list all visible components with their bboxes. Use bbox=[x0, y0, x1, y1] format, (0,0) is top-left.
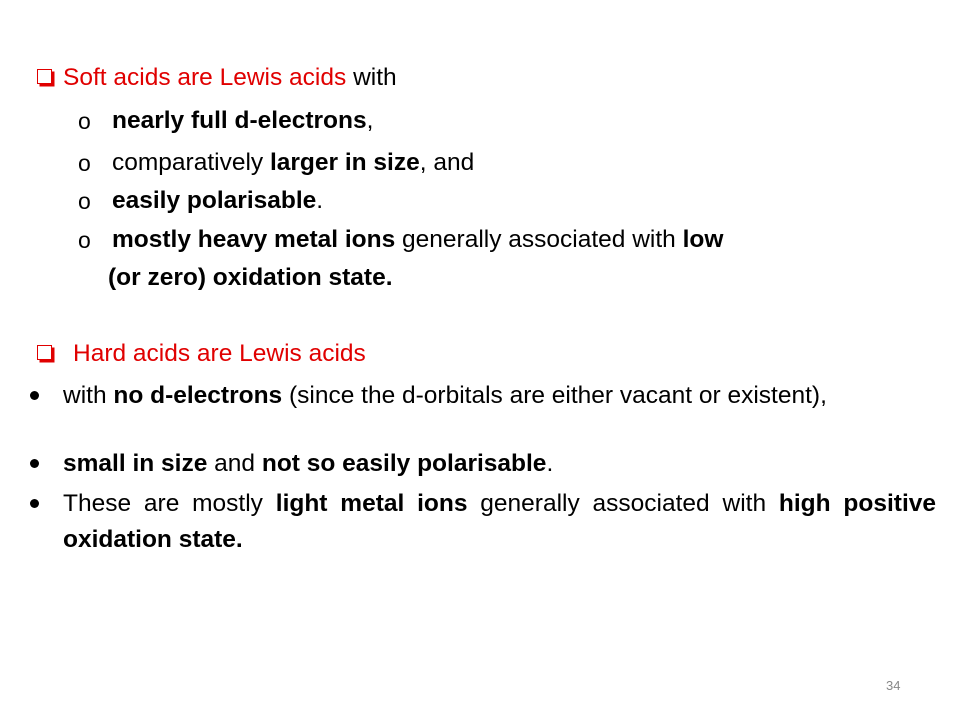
checkbox-square-icon bbox=[37, 345, 52, 360]
hard-item-3: These are mostly light metal ions generally associated with high positive oxidation state. bbox=[63, 490, 936, 553]
o-bullet-icon: o bbox=[78, 108, 91, 134]
soft-item-4-continuation: (or zero) oxidation state. bbox=[108, 264, 393, 291]
page-number: 34 bbox=[886, 678, 901, 693]
o-bullet-icon: o bbox=[78, 150, 91, 176]
o-bullet-icon: o bbox=[78, 227, 91, 253]
soft-item-3: easily polarisable. bbox=[112, 187, 324, 214]
o-bullet-icon: o bbox=[78, 188, 91, 214]
soft-item-1: nearly full d-electrons, bbox=[112, 107, 374, 134]
bullet-dot-icon bbox=[30, 499, 39, 508]
hard-item-1: with no d-electrons (since the d-orbitals are either vacant or existent), bbox=[63, 382, 827, 409]
checkbox-square-icon bbox=[37, 69, 52, 84]
soft-item-4: mostly heavy metal ions generally associated with low bbox=[112, 226, 724, 253]
bullet-dot-icon bbox=[30, 459, 39, 468]
hard-acids-heading: Hard acids are Lewis acids bbox=[73, 340, 366, 367]
soft-item-2: comparatively larger in size, and bbox=[112, 149, 475, 176]
hard-item-2: small in size and not so easily polarisable. bbox=[63, 450, 554, 477]
soft-acids-heading: Soft acids are Lewis acids with bbox=[63, 64, 397, 91]
bullet-dot-icon bbox=[30, 391, 39, 400]
